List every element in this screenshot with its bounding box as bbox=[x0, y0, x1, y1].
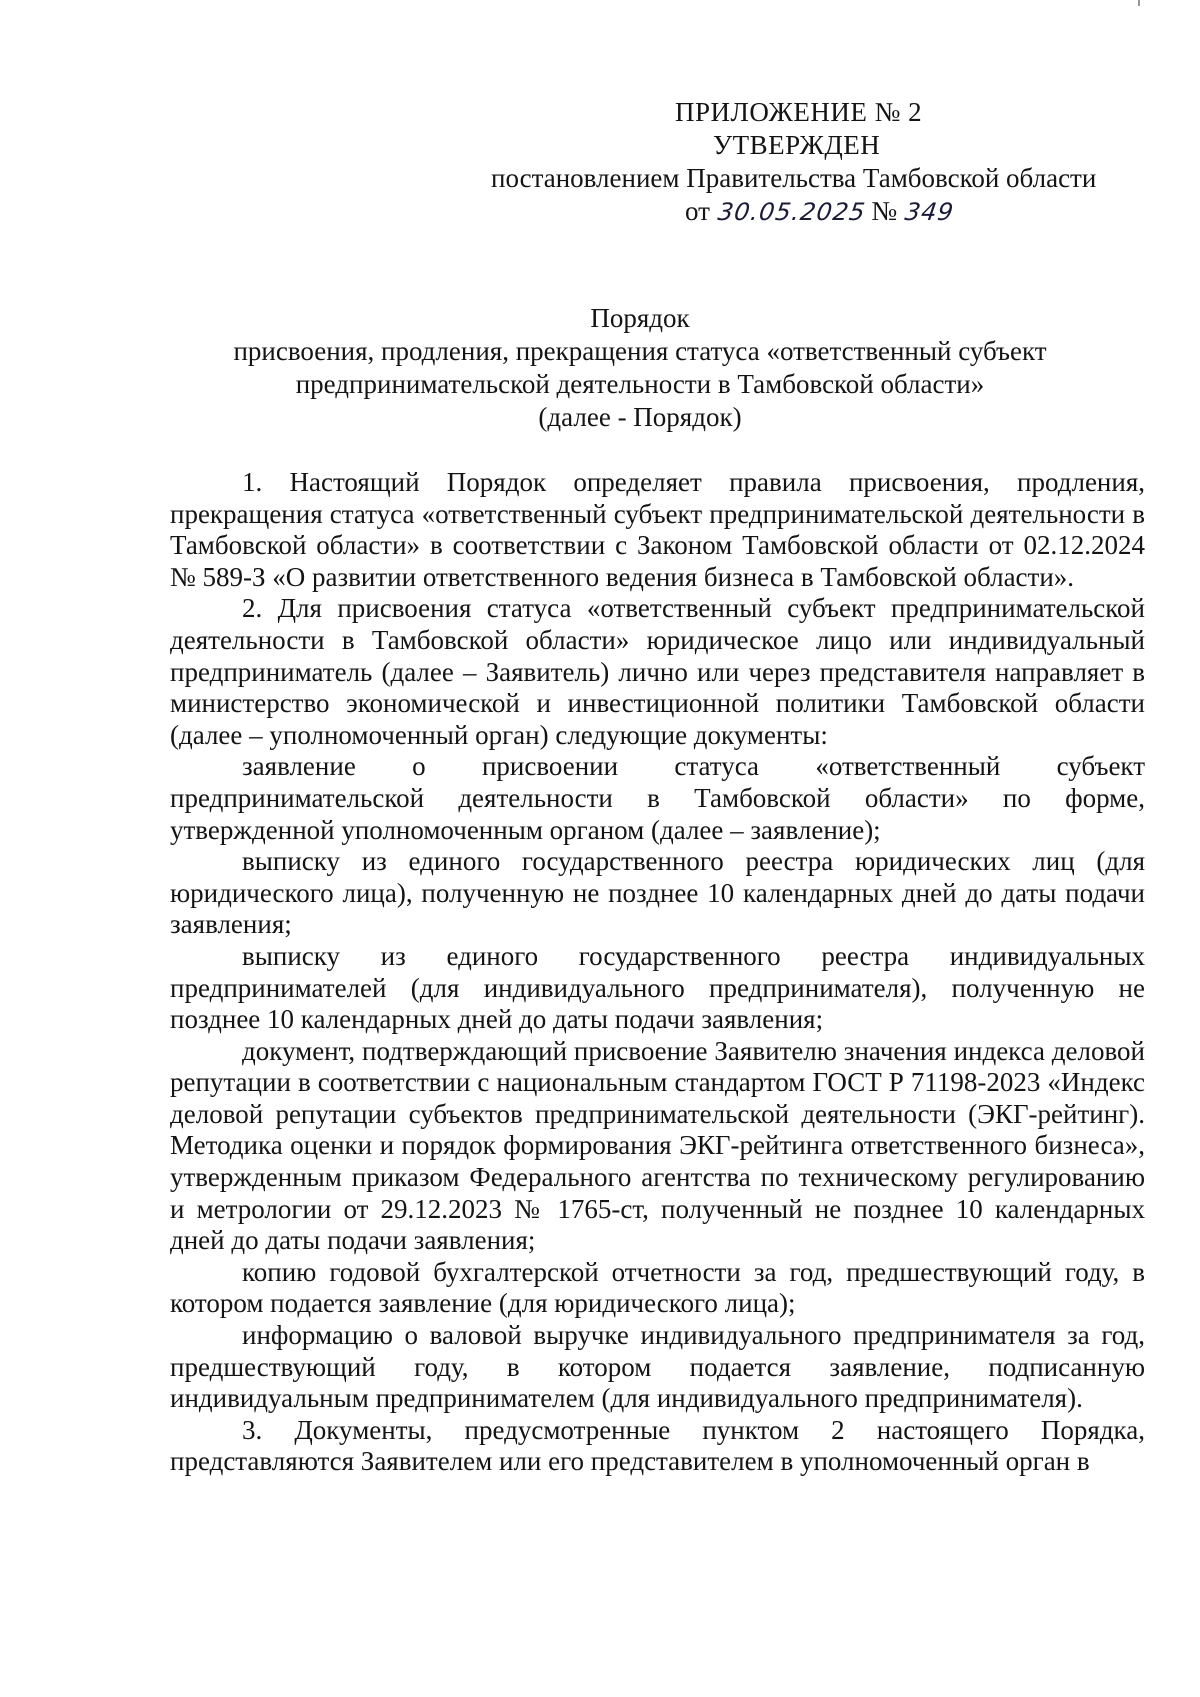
title-line-1: Порядок bbox=[590, 303, 690, 333]
approved-label: УТВЕРЖДЕН bbox=[713, 130, 881, 160]
title-line-2: присвоения, продления, прекращения статуса «ответственный субъект bbox=[233, 336, 1047, 366]
list-item-accounting-report: копию годовой бухгалтерской отчетности за год, предшествующий году, в котором подается заявление (для юридического лица); bbox=[170, 1256, 1145, 1319]
title-line-4: (далее - Порядок) bbox=[538, 402, 742, 432]
scan-artifact bbox=[1138, 0, 1140, 6]
approval-header bbox=[470, 96, 1150, 229]
document-body bbox=[170, 467, 1145, 1478]
document-title bbox=[140, 302, 1140, 434]
title-line-3: предпринимательской деятельности в Тамбовской области» bbox=[295, 369, 985, 399]
list-item-egrul-extract: выписку из единого государственного реестра юридических лиц (для юридического лица), полученную не позднее 10 календарных дней до даты подачи заявления; bbox=[170, 846, 1145, 940]
number-sign: № bbox=[871, 196, 898, 226]
list-item-reputation-index: документ, подтверждающий присвоение Заявителю значения индекса деловой репутации в соответствии с национальным стандартом ГОСТ Р 71198-2023 «Индекс деловой репутации субъектов предпринимательской деятельности (ЭКГ-рейтинг). Методика оценки и порядок формирования ЭКГ-рейтинга ответственного бизнеса», утвержденным приказом Федерального агентства по техническому регулированию и метрологии от 29.12.2023 № 1765-ст, полученный не позднее 10 календарных дней до даты подачи заявления; bbox=[170, 1035, 1145, 1256]
resolution-reference: постановлением Правительства Тамбовской области bbox=[491, 163, 1097, 193]
list-item-egrip-extract: выписку из единого государственного реестра индивидуальных предпринимателей (для индивидуального предпринимателя), полученную не позднее 10 календарных дней до даты подачи заявления; bbox=[170, 940, 1145, 1035]
list-item-application: заявление о присвоении статуса «ответственный субъект предпринимательской деятельности в Тамбовской области» по форме, утвержденной уполномоченным органом (далее – заявление); bbox=[170, 751, 1145, 845]
date-prefix: от bbox=[685, 196, 710, 226]
handwritten-date: 30.05.2025 bbox=[716, 198, 868, 226]
paragraph-3: 3. Документы, предусмотренные пунктом 2 настоящего Порядка, представляются Заявителем или его представителем в уполномоченный орган в bbox=[170, 1414, 1145, 1477]
paragraph-1: 1. Настоящий Порядок определяет правила присвоения, продления, прекращения статуса «ответственный субъект предпринимательской деятельности в Тамбовской области» в соответствии с Законом Тамбовской области от 02.12.2024 № 589-З «О развитии ответственного ведения бизнеса в Тамбовской области». bbox=[170, 467, 1145, 592]
handwritten-number: 349 bbox=[903, 198, 956, 226]
resolution-date-line bbox=[470, 195, 1150, 229]
paragraph-2: 2. Для присвоения статуса «ответственный субъект предпринимательской деятельности в Тамбовской области» юридическое лицо или индивидуальный предприниматель (далее – Заявитель) лично или через представителя направляет в министерство экономической и инвестиционной политики Тамбовской области (далее – уполномоченный орган) следующие документы: bbox=[170, 593, 1145, 750]
appendix-number: ПРИЛОЖЕНИЕ № 2 bbox=[675, 97, 923, 127]
list-item-revenue-info: информацию о валовой выручке индивидуального предпринимателя за год, предшествующий году, в котором подается заявление, подписанную индивидуальным предпринимателем (для индивидуального предпринимателя). bbox=[170, 1320, 1145, 1414]
